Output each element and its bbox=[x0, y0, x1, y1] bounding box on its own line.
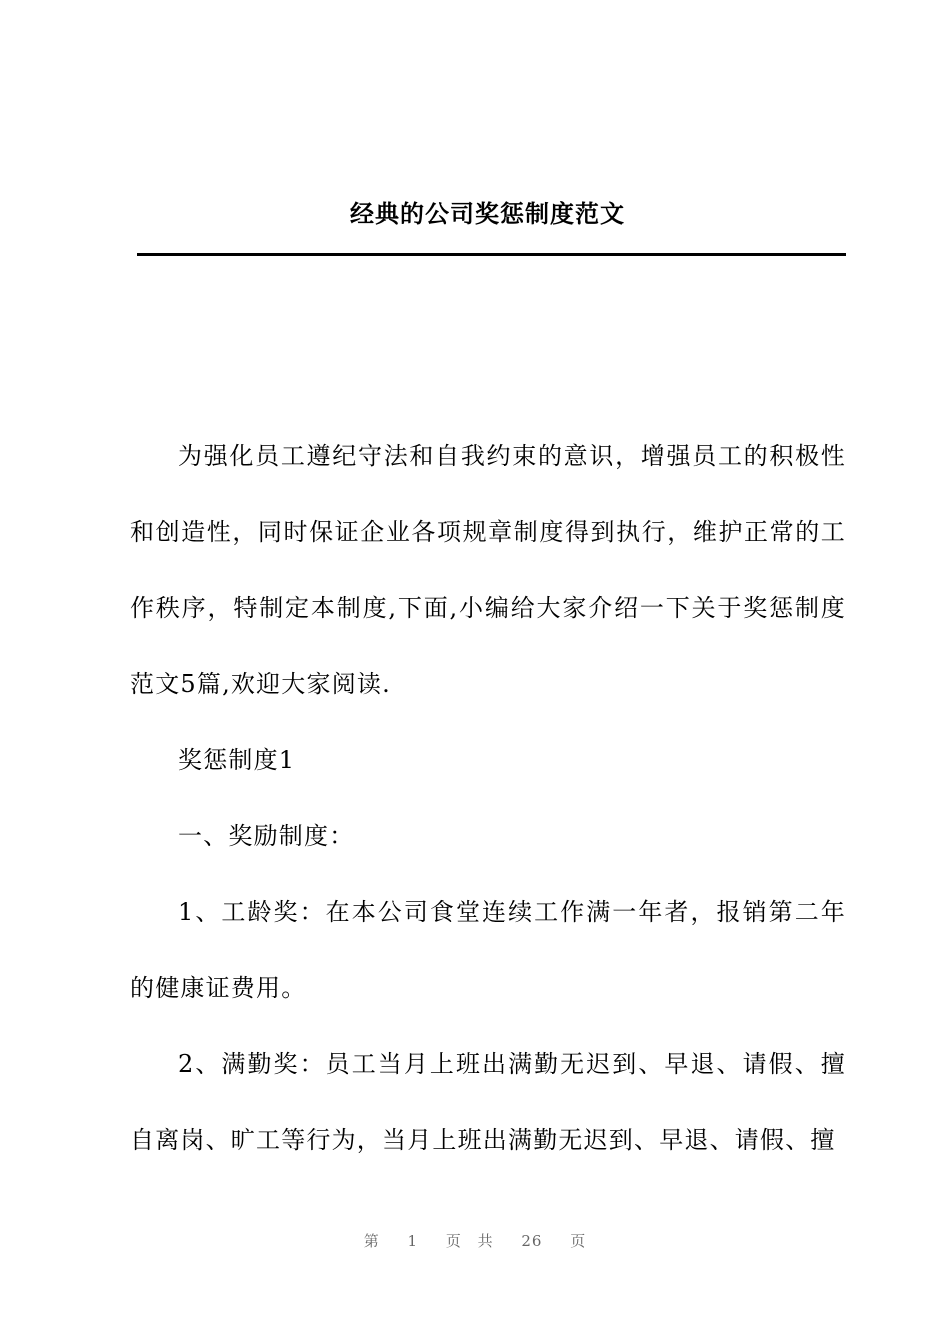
page-footer bbox=[0, 1230, 950, 1251]
subsection-heading: 一、奖励制度： bbox=[178, 822, 355, 850]
title-divider bbox=[137, 253, 846, 256]
footer-current-page: 1 bbox=[407, 1232, 419, 1250]
footer-total-pages: 26 bbox=[521, 1232, 543, 1250]
section-heading: 奖惩制度1 bbox=[178, 746, 296, 774]
paragraph-attendance-award: 2、满勤奖：员工当月上班出满勤无迟到、早退、请假、擅自离岗、旷工等行为，当月上班出满勤无迟到、早退、请假、擅 bbox=[130, 1050, 846, 1154]
footer-suffix: 页 bbox=[570, 1232, 587, 1250]
footer-middle: 页 共 bbox=[445, 1232, 494, 1250]
paragraph-seniority-award: 1、工龄奖：在本公司食堂连续工作满一年者，报销第二年的健康证费用。 bbox=[130, 898, 846, 1002]
footer-prefix: 第 bbox=[363, 1232, 380, 1250]
document-body bbox=[130, 418, 846, 1178]
page-title: 经典的公司奖惩制度范文 bbox=[350, 199, 625, 228]
paragraph-intro: 为强化员工遵纪守法和自我约束的意识，增强员工的积极性和创造性，同时保证企业各项规章制度得到执行，维护正常的工作秩序，特制定本制度,下面,小编给大家介绍一下关于奖惩制度范文5篇,欢迎大家阅读. bbox=[130, 442, 846, 698]
